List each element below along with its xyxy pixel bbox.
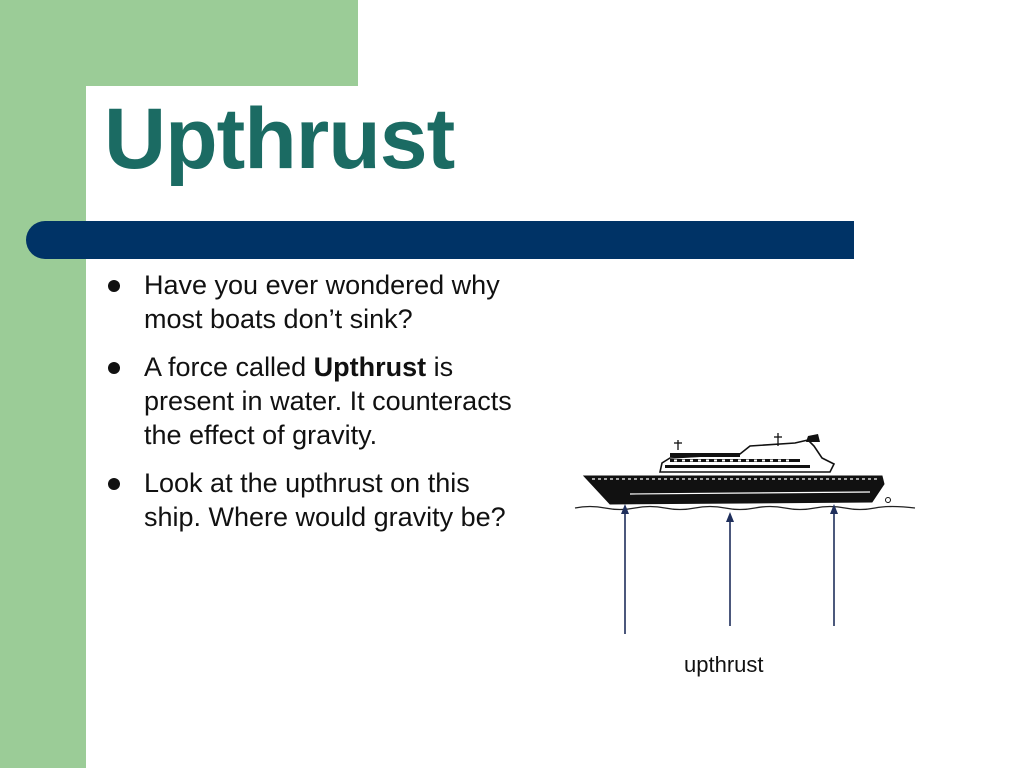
bullet-dot-icon xyxy=(108,478,120,490)
bullet-text-part: is present in water. It counteracts the effect of gravity. xyxy=(144,352,512,450)
bullet-item xyxy=(106,350,526,452)
title-divider-bar xyxy=(26,221,854,259)
green-top-block xyxy=(0,0,358,86)
figure-caption: upthrust xyxy=(684,652,764,677)
arrow-head xyxy=(830,504,838,514)
bullet-item xyxy=(106,466,526,534)
ship-figure xyxy=(570,428,920,643)
bullet-text xyxy=(144,268,526,336)
bullet-text-part: Have you ever wondered why most boats don’t sink? xyxy=(144,270,500,334)
bullet-text xyxy=(144,466,526,534)
bullet-text-part: Look at the upthrust on this ship. Where would gravity be? xyxy=(144,468,506,532)
bullet-text-bold: Upthrust xyxy=(313,352,427,382)
green-side-band xyxy=(0,0,86,768)
ship-icon xyxy=(584,433,891,504)
bullet-dot-icon xyxy=(108,362,120,374)
bullet-text-part: A force called xyxy=(144,352,314,382)
bullet-item xyxy=(106,268,526,336)
bullet-dot-icon xyxy=(108,280,120,292)
bullet-text xyxy=(144,350,526,452)
arrow-head xyxy=(726,512,734,522)
slide-title: Upthrust xyxy=(104,91,455,187)
bullet-list xyxy=(106,268,526,548)
